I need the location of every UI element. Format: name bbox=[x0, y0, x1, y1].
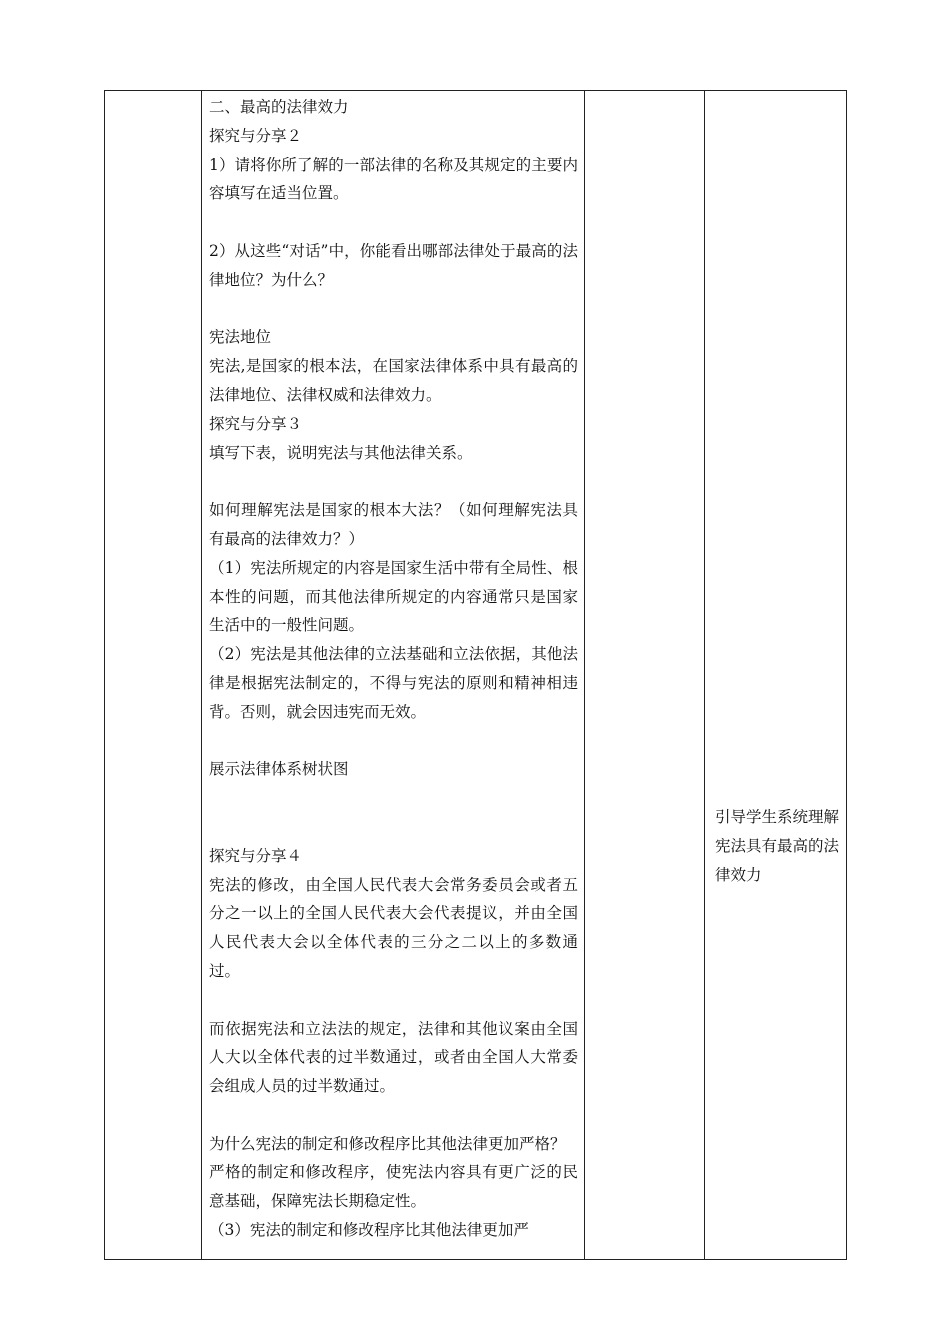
point-2: （2）宪法是其他法律的立法基础和立法依据，其他法律是根据宪法制定的，不得与宪法的原则和精神相违背。否则，就会因违宪而无效。 bbox=[209, 645, 578, 721]
middle-empty-cell bbox=[585, 91, 705, 1260]
strict-procedure-answer: 严格的制定和修改程序，使宪法内容具有更广泛的民意基础，保障宪法长期稳定性。 bbox=[209, 1163, 578, 1211]
left-empty-cell bbox=[105, 91, 202, 1260]
constitution-status-text: 宪法,是国家的根本法，在国家法律体系中具有最高的法律地位、法律权威和法律效力。 bbox=[209, 357, 578, 404]
inquiry-2-title: 探究与分享２ bbox=[209, 126, 303, 145]
constitution-status-title: 宪法地位 bbox=[209, 328, 272, 347]
content-body bbox=[202, 91, 584, 1259]
point-1: （1）宪法所规定的内容是国家生活中带有全局性、根本性的问题，而其他法律所规定的内容通常只是国家生活中的一般性问题。 bbox=[209, 558, 578, 635]
spacer bbox=[209, 727, 578, 756]
spacer bbox=[209, 295, 578, 324]
tree-diagram-note: 展示法律体系树状图 bbox=[209, 760, 349, 779]
root-law-question: 如何理解宪法是国家的根本大法？（如何理解宪法具有最高的法律效力？） bbox=[209, 501, 578, 548]
spacer bbox=[209, 208, 578, 237]
table-row bbox=[105, 91, 847, 1260]
spacer bbox=[209, 467, 578, 496]
spacer bbox=[209, 784, 578, 842]
inquiry-4-title: 探究与分享４ bbox=[209, 846, 303, 865]
spacer bbox=[209, 1101, 578, 1130]
strict-procedure-question: 为什么宪法的制定和修改程序比其他法律更加严格？ bbox=[209, 1134, 566, 1153]
spacer bbox=[209, 986, 578, 1015]
point-3: （3）宪法的制定和修改程序比其他法律更加严 bbox=[209, 1221, 529, 1240]
inquiry-3-title: 探究与分享３ bbox=[209, 414, 303, 433]
inquiry-2-question-1: 1）请将你所了解的一部法律的名称及其规定的主要内容填写在适当位置。 bbox=[209, 155, 578, 203]
content-cell bbox=[202, 91, 585, 1260]
section-heading: 二、最高的法律效力 bbox=[209, 98, 349, 116]
inquiry-2-question-2: 2）从这些“对话”中，你能看出哪部法律处于最高的法律地位？为什么？ bbox=[209, 241, 578, 289]
notes-cell bbox=[705, 91, 847, 1260]
inquiry-3-text: 填写下表，说明宪法与其他法律关系。 bbox=[209, 443, 473, 462]
guide-note: 引导学生系统理解宪法具有最高的法律效力 bbox=[715, 808, 840, 884]
ordinary-law-text: 而依据宪法和立法法的规定，法律和其他议案由全国人大以全体代表的过半数通过，或者由全国人大常委会组成人员的过半数通过。 bbox=[209, 1019, 578, 1096]
amendment-text: 宪法的修改，由全国人民代表大会常务委员会或者五分之一以上的全国人民代表大会代表提议，并由全国人民代表大会以全体代表的三分之二以上的多数通过。 bbox=[209, 875, 578, 980]
lesson-table bbox=[104, 90, 847, 1260]
